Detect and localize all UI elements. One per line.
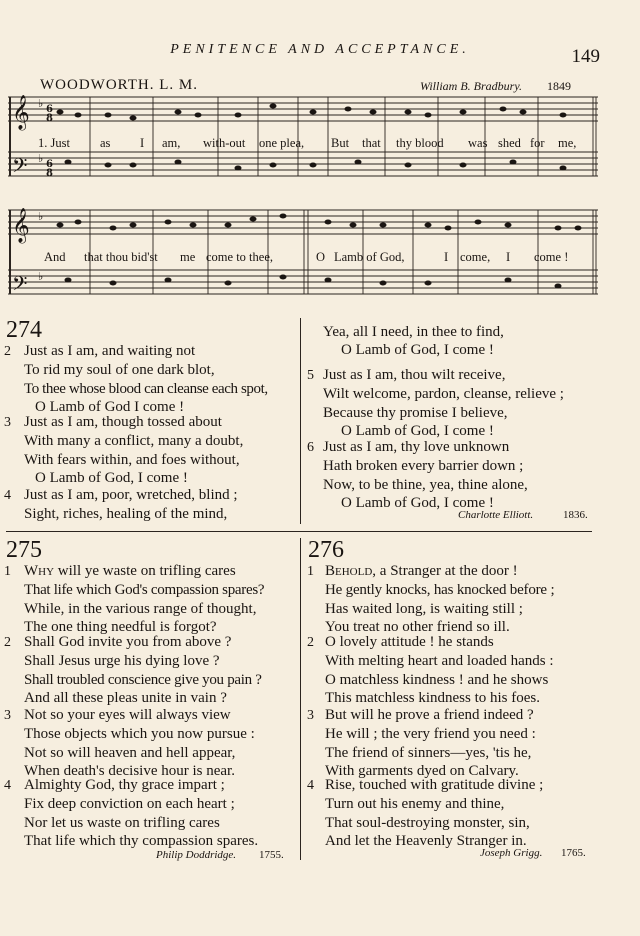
- verse-line: With melting heart and loaded hands :: [325, 653, 554, 670]
- author-year: 1755.: [259, 849, 284, 861]
- stanza: [4, 633, 262, 708]
- column-divider: [300, 538, 301, 860]
- lyric-word: shed: [498, 136, 521, 150]
- lyric-word: come,: [460, 250, 491, 264]
- svg-text:♭: ♭: [38, 97, 44, 110]
- author-name: Joseph Grigg.: [480, 847, 543, 859]
- stanza-number: 3: [307, 708, 314, 723]
- hymn-number: 275: [6, 537, 42, 563]
- lyric-word: me: [180, 250, 196, 264]
- lyric-word: Lamb of God,: [334, 250, 405, 264]
- verse-line: To rid my soul of one dark blot,: [24, 362, 215, 379]
- lyric-word: that: [362, 136, 381, 150]
- verse-line: Shall Jesus urge his dying love ?: [24, 653, 220, 670]
- verse-line: Nor let us waste on trifling cares: [24, 814, 220, 831]
- verse-line: will ye waste on trifling cares: [54, 563, 236, 579]
- verse-line: Fix deep conviction on each heart ;: [24, 796, 235, 813]
- verse-line: When death's decisive hour is near.: [24, 763, 235, 780]
- lyric-word: But: [331, 136, 350, 150]
- stanza-number: 3: [4, 415, 11, 430]
- verse-line: Almighty God, thy grace impart ;: [24, 777, 225, 793]
- stanza: [4, 342, 268, 417]
- stanza-continuation: [323, 323, 504, 360]
- verse-line: Wilt welcome, pardon, cleanse, relieve ;: [323, 386, 564, 403]
- svg-text:♭: ♭: [38, 270, 44, 283]
- tune-name: WOODWORTH. L. M.: [40, 77, 198, 93]
- author-year: 1836.: [563, 509, 588, 521]
- lyric-word: that thou bid'st: [84, 250, 158, 264]
- column-divider: [300, 318, 301, 524]
- svg-text:8: 8: [46, 168, 53, 179]
- verse-line: Just as I am, poor, wretched, blind ;: [24, 487, 238, 503]
- stanza-number: 2: [4, 344, 11, 359]
- page-number: 149: [571, 46, 600, 67]
- lyric-word: for: [530, 136, 545, 150]
- svg-text:♭: ♭: [38, 152, 44, 165]
- verse-line: Just as I am, thy love unknown: [323, 439, 510, 455]
- author-name: Charlotte Elliott.: [458, 509, 534, 521]
- verse-line: You treat no other friend so ill.: [325, 619, 510, 636]
- stanza: [307, 706, 536, 781]
- verse-line: O matchless kindness ! and he shows: [325, 671, 549, 688]
- verse-line: Rise, touched with gratitude divine ;: [325, 777, 544, 793]
- stanza-number: 1: [307, 564, 314, 579]
- verse-line: He will ; the very friend you need :: [325, 726, 536, 743]
- verse-line: He gently knocks, has knocked before ;: [325, 582, 555, 599]
- verse-first-word: Why: [24, 563, 55, 579]
- running-head: PENITENCE AND ACCEPTANCE.: [170, 42, 470, 57]
- verse-line: Not so your eyes will always view: [24, 707, 231, 723]
- svg-text:𝄞: 𝄞: [12, 95, 30, 130]
- verse-line: Just as I am, thou wilt receive,: [323, 367, 506, 383]
- lyric-word: with-out: [203, 136, 246, 150]
- verse-line: O Lamb of God I come !: [35, 399, 185, 416]
- stanza: [4, 706, 255, 781]
- stanza: [307, 776, 543, 851]
- svg-text:𝄢: 𝄢: [12, 272, 28, 300]
- author-year: 1765.: [561, 847, 586, 859]
- stanza: [4, 413, 243, 488]
- svg-text:6: 6: [46, 104, 53, 115]
- author-name: Philip Doddridge.: [156, 849, 237, 861]
- verse-line: Has waited long, is waiting still ;: [325, 600, 523, 617]
- lyric-word: And: [44, 250, 66, 264]
- verse-line: O Lamb of God, I come !: [341, 423, 494, 440]
- lyric-word: thy blood: [396, 136, 444, 150]
- verse-line: The one thing needful is forgot?: [24, 619, 217, 636]
- stanza-number: 4: [307, 778, 314, 793]
- verse-line: That soul-destroying monster, sin,: [325, 814, 530, 831]
- music-notation: [8, 92, 608, 310]
- stanza-number: 2: [307, 635, 314, 650]
- lyric-word: come to thee,: [206, 250, 273, 264]
- verse-line: With garments dyed on Calvary.: [325, 763, 519, 780]
- hymn-number: 276: [308, 537, 344, 563]
- verse-line: O Lamb of God, I come !: [341, 342, 494, 359]
- stanza: [4, 776, 258, 851]
- verse-line: And all these pleas unite in vain ?: [24, 690, 227, 707]
- svg-text:8: 8: [46, 113, 53, 124]
- verse-line: This matchless kindness to his foes.: [325, 690, 540, 707]
- lyric-word: one plea,: [259, 136, 305, 150]
- verse-line: Now, to be thine, yea, thine alone,: [323, 476, 528, 493]
- lyric-word: O: [316, 250, 326, 264]
- verse-line: While, in the various range of thought,: [24, 600, 257, 617]
- verse-line: But will he prove a friend indeed ?: [325, 707, 534, 723]
- verse-line: Hath broken every barrier down ;: [323, 458, 524, 475]
- verse-line: That life which God's compassion spares?: [24, 582, 265, 599]
- verse-line: O Lamb of God, I come !: [341, 495, 494, 512]
- stanza: [307, 438, 528, 513]
- verse-line: With fears within, and foes without,: [24, 451, 240, 468]
- verse-line: Just as I am, and waiting not: [24, 343, 196, 359]
- verse-line: Shall God invite you from above ?: [24, 634, 232, 650]
- verse-line: Just as I am, though tossed about: [24, 414, 222, 430]
- lyric-word: was: [468, 136, 488, 150]
- verse-line: Not so will heaven and hell appear,: [24, 744, 236, 761]
- stanza-number: 4: [4, 778, 11, 793]
- lyric-word: 1. Just: [38, 136, 70, 150]
- lyric-word: come !: [534, 250, 569, 264]
- verse-line: Yea, all I need, in thee to find,: [323, 324, 504, 340]
- lyric-word: me,: [558, 136, 577, 150]
- verse-line: Because thy promise I believe,: [323, 404, 508, 421]
- lyric-word: am,: [162, 136, 181, 150]
- verse-line: O lovely attitude ! he stands: [325, 634, 494, 650]
- verse-line: And let the Heavenly Stranger in.: [325, 833, 527, 850]
- verse-line: O Lamb of God, I come !: [35, 470, 188, 487]
- stanza-number: 3: [4, 708, 11, 723]
- stanza: [307, 366, 564, 441]
- svg-text:𝄞: 𝄞: [12, 208, 30, 243]
- stanza-number: 4: [4, 488, 11, 503]
- verse-line: To thee whose blood can cleanse each spot,: [24, 380, 268, 397]
- verse-line: a Stranger at the door !: [376, 563, 518, 579]
- stanza-number: 6: [307, 440, 314, 455]
- stanza: [307, 562, 554, 637]
- verse-line: With many a conflict, many a doubt,: [24, 433, 244, 450]
- lyric-word: I: [140, 136, 145, 150]
- stanza: [4, 486, 238, 524]
- verse-line: That life which thy compassion spares.: [24, 833, 259, 850]
- verse-line: Those objects which you now pursue :: [24, 726, 255, 743]
- stanza-number: 2: [4, 635, 11, 650]
- lyric-word: as: [100, 136, 111, 150]
- composer-name: William B. Bradbury.: [420, 79, 522, 93]
- section-divider: [6, 531, 592, 532]
- verse-line: Sight, riches, healing of the mind,: [24, 506, 228, 523]
- lyric-word: I: [444, 250, 449, 264]
- svg-text:𝄢: 𝄢: [12, 154, 28, 182]
- stanza: [307, 633, 554, 708]
- stanza-number: 1: [4, 564, 11, 579]
- stanza-number: 5: [307, 368, 314, 383]
- svg-text:6: 6: [46, 159, 53, 170]
- verse-line: Shall troubled conscience give you pain ?: [24, 671, 262, 688]
- svg-text:♭: ♭: [38, 210, 44, 223]
- verse-line: Turn out his enemy and thine,: [325, 796, 505, 813]
- verse-first-word: Behold,: [325, 563, 377, 579]
- verse-line: The friend of sinners—yes, 'tis he,: [325, 744, 532, 761]
- hymn-number: 274: [6, 317, 42, 343]
- lyric-word: I: [506, 250, 511, 264]
- composer-year: 1849: [547, 79, 571, 93]
- stanza: [4, 562, 264, 637]
